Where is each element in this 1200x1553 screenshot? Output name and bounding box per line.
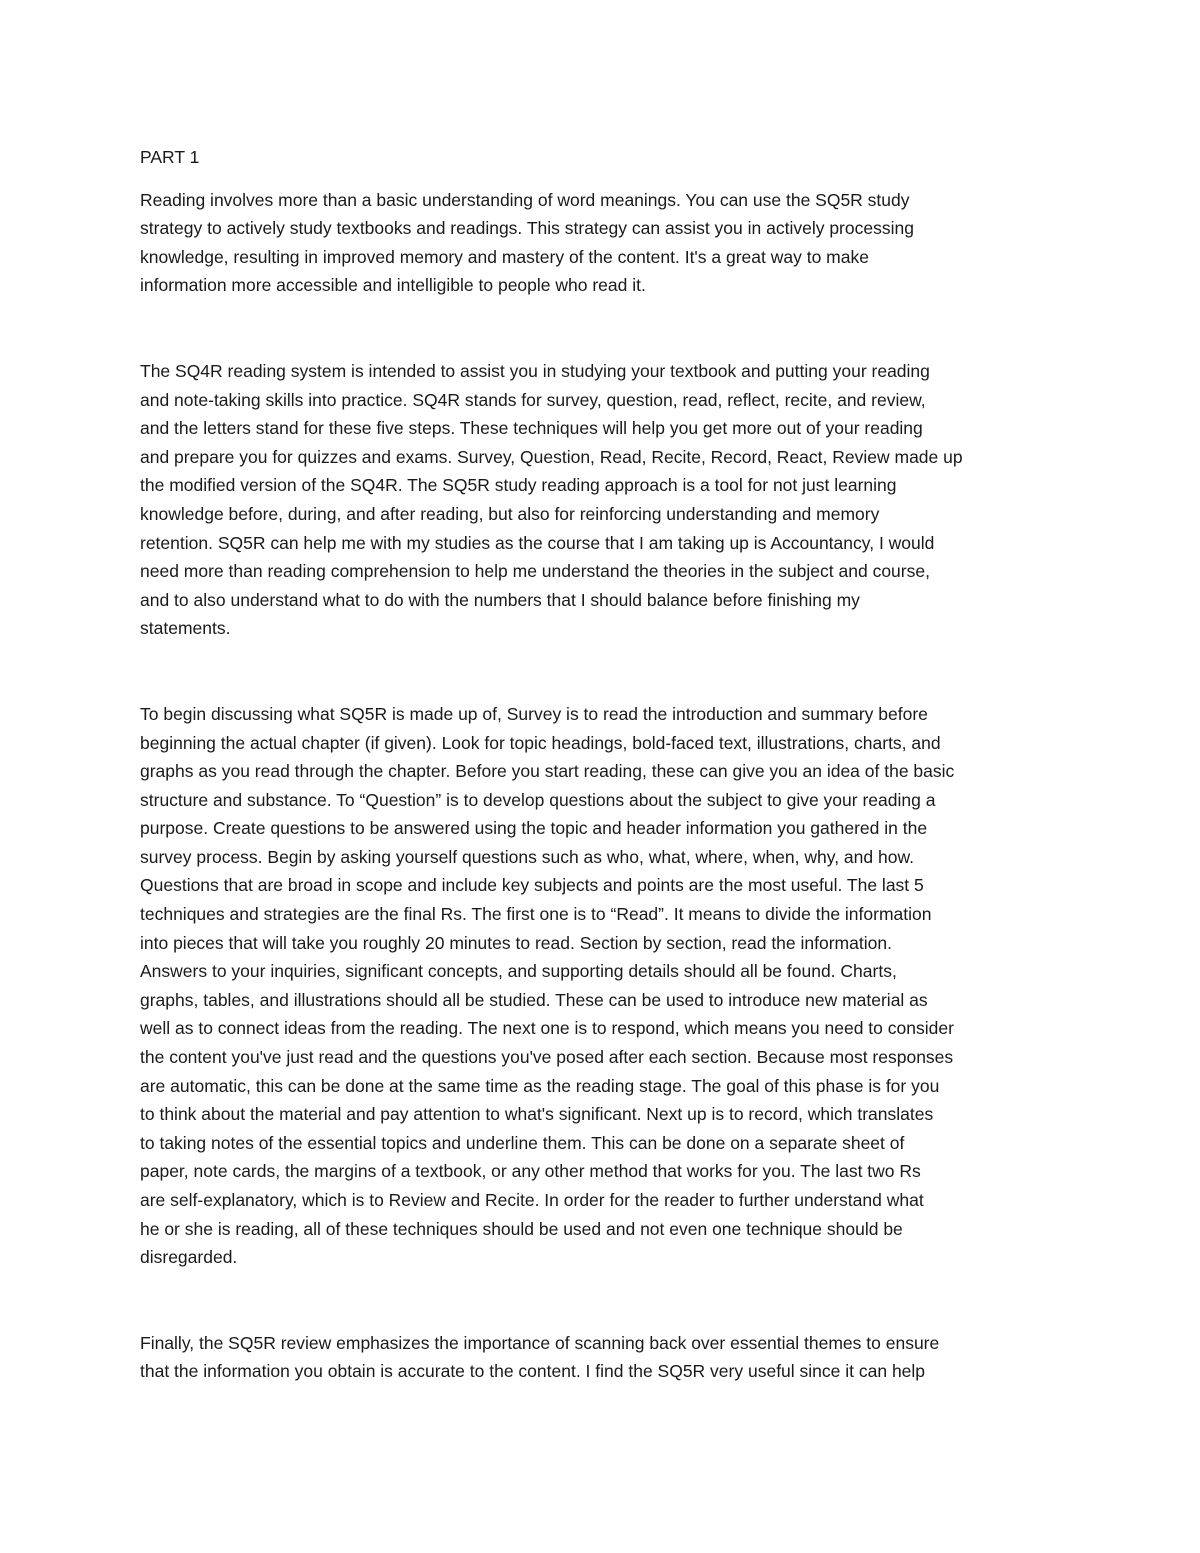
document-body [140, 143, 1065, 1386]
text-line: survey process. Begin by asking yourself questions such as who, what, where, when, why, and how. [140, 846, 914, 867]
paragraph-spacer [140, 1272, 1065, 1329]
text-line: and prepare you for quizzes and exams. Survey, Question, Read, Recite, Record, React, Review made up [140, 446, 963, 467]
text-line: information more accessible and intelligible to people who read it. [140, 275, 646, 296]
text-line: structure and substance. To “Question” is to develop questions about the subject to give your reading a [140, 789, 936, 810]
text-line: graphs, tables, and illustrations should all be studied. These can be used to introduce new material as [140, 989, 928, 1010]
text-line: to think about the material and pay attention to what's significant. Next up is to record, which translates [140, 1104, 934, 1125]
paragraph-spacer [140, 643, 1065, 700]
text-line: retention. SQ5R can help me with my studies as the course that I am taking up is Accountancy, I would [140, 532, 935, 553]
paragraph-3 [140, 700, 1065, 1272]
text-line: he or she is reading, all of these techniques should be used and not even one technique should be [140, 1218, 903, 1239]
text-line: graphs as you read through the chapter. Before you start reading, these can give you an idea of the basic [140, 761, 955, 782]
text-line: Answers to your inquiries, significant concepts, and supporting details should all be found. Charts, [140, 961, 897, 982]
text-line: disregarded. [140, 1247, 238, 1268]
text-line: are automatic, this can be done at the same time as the reading stage. The goal of this phase is for you [140, 1075, 940, 1096]
text-line: are self-explanatory, which is to Review and Recite. In order for the reader to further understand what [140, 1190, 924, 1210]
text-line: Finally, the SQ5R review emphasizes the importance of scanning back over essential themes to ensure [140, 1332, 940, 1353]
text-line: To begin discussing what SQ5R is made up of, Survey is to read the introduction and summary before [140, 703, 928, 724]
text-line: need more than reading comprehension to help me understand the theories in the subject and course, [140, 561, 930, 582]
text-line: and note-taking skills into practice. SQ4R stands for survey, question, read, reflect, recite, and review, [140, 389, 926, 410]
text-line: Questions that are broad in scope and include key subjects and points are the most useful. The last 5 [140, 875, 924, 896]
text-line: Reading involves more than a basic understanding of word meanings. You can use the SQ5R study [140, 189, 910, 210]
text-line: techniques and strategies are the final Rs. The first one is to “Read”. It means to divide the information [140, 904, 932, 925]
text-line: the modified version of the SQ4R. The SQ5R study reading approach is a tool for not just learning [140, 475, 897, 496]
paragraph-1 [140, 186, 1065, 300]
text-line: that the information you obtain is accurate to the content. I find the SQ5R very useful since it can help [140, 1361, 926, 1382]
text-line: statements. [140, 618, 231, 639]
paragraph-4 [140, 1329, 1065, 1386]
text-line: The SQ4R reading system is intended to assist you in studying your textbook and putting your reading [140, 360, 930, 381]
text-line: knowledge before, during, and after reading, but also for reinforcing understanding and memory [140, 503, 880, 524]
text-line: knowledge, resulting in improved memory and mastery of the content. It's a great way to make [140, 246, 869, 267]
paragraph-2 [140, 357, 1065, 643]
text-line: paper, note cards, the margins of a textbook, or any other method that works for you. The last two Rs [140, 1161, 921, 1182]
text-line: to taking notes of the essential topics and underline them. This can be done on a separate sheet of [140, 1132, 905, 1153]
text-line: and to also understand what to do with the numbers that I should balance before finishing my [140, 589, 860, 610]
document-heading: PART 1 [140, 147, 200, 167]
text-line: well as to connect ideas from the reading. The next one is to respond, which means you need to consider [140, 1018, 954, 1039]
text-line: strategy to actively study textbooks and readings. This strategy can assist you in actively processing [140, 218, 914, 239]
text-line: purpose. Create questions to be answered using the topic and header information you gathered in the [140, 818, 928, 839]
paragraph-spacer [140, 300, 1065, 357]
text-line: the content you've just read and the questions you've posed after each section. Because most responses [140, 1047, 954, 1068]
text-line: and the letters stand for these five steps. These techniques will help you get more out of your reading [140, 418, 923, 439]
text-line: beginning the actual chapter (if given). Look for topic headings, bold-faced text, illustrations, charts, and [140, 732, 941, 753]
text-line: into pieces that will take you roughly 20 minutes to read. Section by section, read the information. [140, 932, 892, 953]
